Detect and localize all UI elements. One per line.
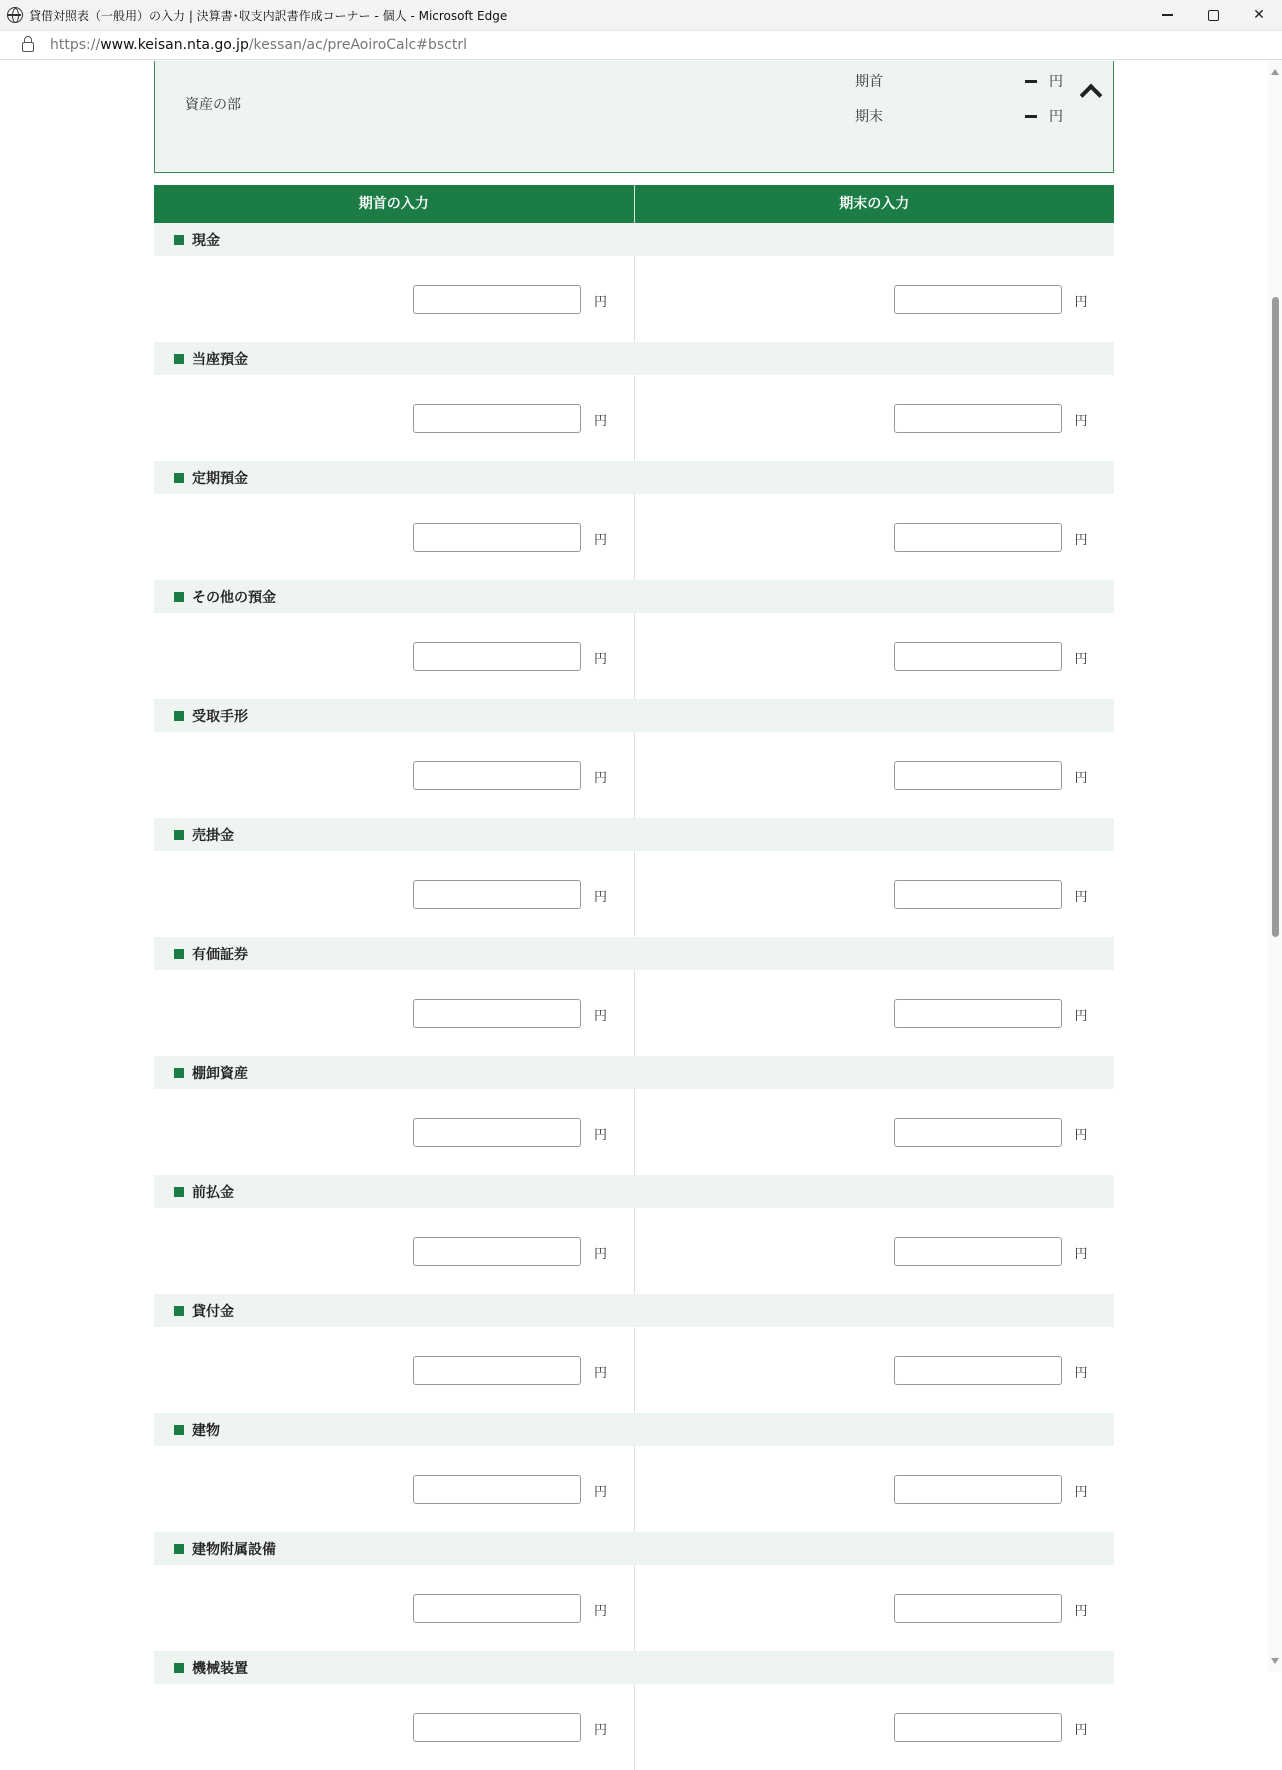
summary-row-end: [855, 106, 1063, 126]
url-text[interactable]: [50, 37, 467, 53]
header-end-of-period: 期末の入力: [634, 185, 1115, 223]
yen-unit: 円: [1074, 295, 1088, 310]
dash-icon: [1025, 115, 1037, 118]
end-of-period-cell: [634, 1565, 1115, 1651]
yen-unit: 円: [594, 533, 608, 548]
asset-item-label: 有価証券: [192, 946, 248, 963]
summary-row-unit: 円: [1049, 74, 1063, 90]
asset-item-title: [154, 461, 1114, 494]
end-of-period-amount-input[interactable]: [894, 523, 1062, 552]
asset-item-row: [154, 1089, 1114, 1175]
yen-unit: 円: [594, 1366, 608, 1381]
asset-item-row: [154, 851, 1114, 937]
end-of-period-amount-input[interactable]: [894, 880, 1062, 909]
dash-icon: [1025, 80, 1037, 83]
asset-item-label: 当座預金: [192, 351, 248, 368]
yen-unit: 円: [1074, 533, 1088, 548]
yen-unit: 円: [1074, 1485, 1088, 1500]
end-of-period-cell: [634, 970, 1115, 1056]
minimize-icon: [1162, 14, 1173, 16]
close-button[interactable]: [1236, 0, 1282, 30]
yen-unit: 円: [1074, 652, 1088, 667]
asset-item-label: 貸付金: [192, 1303, 234, 1320]
square-bullet-icon: [174, 711, 184, 721]
asset-item-title: [154, 580, 1114, 613]
minimize-button[interactable]: [1144, 0, 1190, 30]
yen-unit: 円: [594, 1604, 608, 1619]
asset-item-row: [154, 1565, 1114, 1651]
end-of-period-amount-input[interactable]: [894, 1594, 1062, 1623]
url-path: /kessan/ac/preAoiroCalc#bsctrl: [248, 37, 467, 53]
square-bullet-icon: [174, 949, 184, 959]
window-controls: [1144, 0, 1282, 30]
scrollbar-thumb[interactable]: [1272, 297, 1279, 937]
square-bullet-icon: [174, 354, 184, 364]
yen-unit: 円: [1074, 771, 1088, 786]
assets-section-label: 資産の部: [185, 97, 241, 113]
maximize-icon: [1208, 10, 1219, 21]
asset-item-row: [154, 1327, 1114, 1413]
asset-item-title: [154, 1175, 1114, 1208]
asset-item-row: [154, 256, 1114, 342]
square-bullet-icon: [174, 1544, 184, 1554]
asset-item-label: 前払金: [192, 1184, 234, 1201]
square-bullet-icon: [174, 235, 184, 245]
yen-unit: 円: [594, 771, 608, 786]
yen-unit: 円: [1074, 1723, 1088, 1738]
end-of-period-amount-input[interactable]: [894, 1118, 1062, 1147]
asset-item-title: [154, 1651, 1114, 1684]
asset-item-row: [154, 732, 1114, 818]
square-bullet-icon: [174, 830, 184, 840]
asset-item-title: [154, 223, 1114, 256]
end-of-period-cell: [634, 1684, 1115, 1770]
start-of-period-cell: [154, 851, 634, 937]
end-of-period-cell: [634, 375, 1115, 461]
yen-unit: 円: [594, 1723, 608, 1738]
asset-item-label: 受取手形: [192, 708, 248, 725]
title-bar: [0, 0, 1282, 30]
start-of-period-cell: [154, 1089, 634, 1175]
summary-row-unit: 円: [1049, 109, 1063, 125]
end-of-period-amount-input[interactable]: [894, 1237, 1062, 1266]
start-of-period-amount-input[interactable]: [413, 1118, 581, 1147]
start-of-period-cell: [154, 1684, 634, 1770]
end-of-period-amount-input[interactable]: [894, 1713, 1062, 1742]
start-of-period-amount-input[interactable]: [413, 1713, 581, 1742]
yen-unit: 円: [594, 295, 608, 310]
collapse-chevron-up-icon[interactable]: [1080, 84, 1103, 107]
summary-row-label: 期末: [855, 109, 883, 125]
yen-unit: 円: [1074, 1366, 1088, 1381]
end-of-period-amount-input[interactable]: [894, 404, 1062, 433]
asset-item-title: [154, 1413, 1114, 1446]
globe-icon: [7, 7, 23, 23]
yen-unit: 円: [594, 1247, 608, 1262]
asset-item-label: 現金: [192, 232, 220, 249]
header-start-of-period: 期首の入力: [358, 196, 429, 212]
start-of-period-cell: [154, 1446, 634, 1532]
yen-unit: 円: [1074, 890, 1088, 905]
asset-item-title: [154, 1294, 1114, 1327]
end-of-period-amount-input[interactable]: [894, 761, 1062, 790]
start-of-period-amount-input[interactable]: [413, 1237, 581, 1266]
square-bullet-icon: [174, 1068, 184, 1078]
start-of-period-cell: [154, 1208, 634, 1294]
input-table-header: [154, 185, 1114, 223]
end-of-period-cell: [634, 256, 1115, 342]
start-of-period-cell: [154, 732, 634, 818]
assets-summary-panel: [154, 61, 1114, 173]
asset-item-label: 定期預金: [192, 470, 248, 487]
square-bullet-icon: [174, 1663, 184, 1673]
start-of-period-cell: [154, 1327, 634, 1413]
yen-unit: 円: [594, 1128, 608, 1143]
end-of-period-amount-input[interactable]: [894, 1475, 1062, 1504]
asset-item-row: [154, 375, 1114, 461]
asset-item-row: [154, 1446, 1114, 1532]
end-of-period-cell: [634, 1208, 1115, 1294]
end-of-period-amount-input[interactable]: [894, 285, 1062, 314]
asset-item-row: [154, 613, 1114, 699]
start-of-period-amount-input[interactable]: [413, 285, 581, 314]
end-of-period-cell: [634, 732, 1115, 818]
yen-unit: 円: [1074, 1009, 1088, 1024]
yen-unit: 円: [594, 414, 608, 429]
asset-items-list: [154, 223, 1114, 1770]
asset-item-row: [154, 494, 1114, 580]
scrollbar[interactable]: [1268, 61, 1282, 1672]
end-of-period-cell: [634, 1089, 1115, 1175]
asset-item-row: [154, 970, 1114, 1056]
square-bullet-icon: [174, 473, 184, 483]
asset-item-title: [154, 1532, 1114, 1565]
yen-unit: 円: [594, 1009, 608, 1024]
start-of-period-cell: [154, 613, 634, 699]
start-of-period-cell: [154, 970, 634, 1056]
start-of-period-cell: [154, 256, 634, 342]
start-of-period-amount-input[interactable]: [413, 999, 581, 1028]
asset-item-label: 建物附属設備: [192, 1541, 276, 1558]
scroll-up-arrow-icon[interactable]: [1271, 69, 1279, 75]
asset-item-title: [154, 818, 1114, 851]
yen-unit: 円: [1074, 1604, 1088, 1619]
yen-unit: 円: [594, 652, 608, 667]
summary-row-start: [855, 71, 1063, 91]
window-title: 貸借対照表（一般用）の入力 | 決算書･収支内訳書作成コーナー - 個人 - Microsoft Edge: [29, 8, 508, 23]
end-of-period-cell: [634, 494, 1115, 580]
asset-item-label: 機械装置: [192, 1660, 248, 1677]
summary-row-label: 期首: [855, 74, 883, 90]
start-of-period-cell: [154, 494, 634, 580]
square-bullet-icon: [174, 1425, 184, 1435]
url-prefix: https://: [50, 37, 101, 53]
asset-item-title: [154, 699, 1114, 732]
close-icon: ✕: [1253, 7, 1265, 23]
asset-item-row: [154, 1208, 1114, 1294]
square-bullet-icon: [174, 1306, 184, 1316]
asset-item-title: [154, 342, 1114, 375]
page-content: [0, 61, 1268, 1738]
end-of-period-amount-input[interactable]: [894, 1356, 1062, 1385]
start-of-period-amount-input[interactable]: [413, 1356, 581, 1385]
scroll-down-arrow-icon[interactable]: [1271, 1658, 1279, 1664]
start-of-period-amount-input[interactable]: [413, 1594, 581, 1623]
url-host: www.keisan.nta.go.jp: [100, 37, 249, 53]
end-of-period-amount-input[interactable]: [894, 999, 1062, 1028]
end-of-period-cell: [634, 1327, 1115, 1413]
square-bullet-icon: [174, 1187, 184, 1197]
maximize-button[interactable]: [1190, 0, 1236, 30]
start-of-period-amount-input[interactable]: [413, 404, 581, 433]
asset-item-label: 棚卸資産: [192, 1065, 248, 1082]
asset-item-label: 建物: [192, 1422, 220, 1439]
start-of-period-amount-input[interactable]: [413, 880, 581, 909]
start-of-period-amount-input[interactable]: [413, 642, 581, 671]
yen-unit: 円: [1074, 1128, 1088, 1143]
end-of-period-cell: [634, 851, 1115, 937]
asset-item-label: 売掛金: [192, 827, 234, 844]
yen-unit: 円: [594, 1485, 608, 1500]
asset-item-label: その他の預金: [192, 589, 276, 606]
start-of-period-amount-input[interactable]: [413, 761, 581, 790]
asset-item-title: [154, 937, 1114, 970]
asset-item-title: [154, 1056, 1114, 1089]
start-of-period-amount-input[interactable]: [413, 523, 581, 552]
start-of-period-amount-input[interactable]: [413, 1475, 581, 1504]
end-of-period-cell: [634, 1446, 1115, 1532]
yen-unit: 円: [594, 890, 608, 905]
yen-unit: 円: [1074, 414, 1088, 429]
start-of-period-cell: [154, 1565, 634, 1651]
asset-item-row: [154, 1684, 1114, 1770]
end-of-period-cell: [634, 613, 1115, 699]
lock-icon[interactable]: [22, 42, 34, 52]
end-of-period-amount-input[interactable]: [894, 642, 1062, 671]
address-bar[interactable]: [0, 30, 1282, 60]
yen-unit: 円: [1074, 1247, 1088, 1262]
start-of-period-cell: [154, 375, 634, 461]
square-bullet-icon: [174, 592, 184, 602]
